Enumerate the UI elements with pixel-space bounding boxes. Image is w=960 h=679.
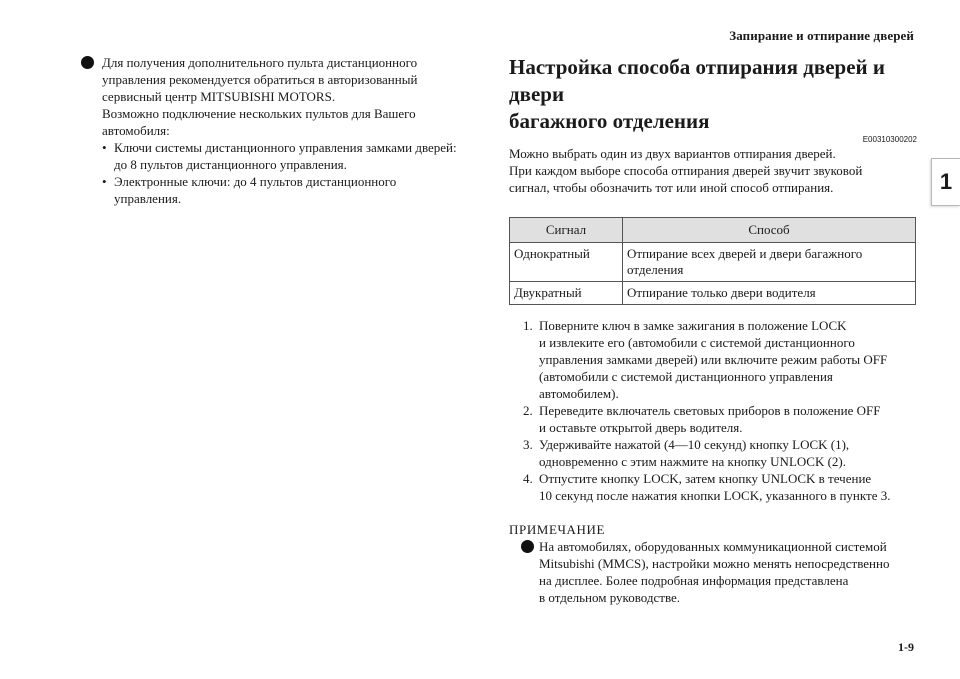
text-line: в отдельном руководстве. [539, 590, 681, 605]
step-item: 1. Поверните ключ в замке зажигания в положение LOCK и извлеките его (автомобили с системой дистанционного управления замками дверей) или включите режим работы OFF (автомобили с системой дистанционного управления автомобилем). [523, 318, 888, 401]
page-number: 1-9 [898, 640, 914, 654]
note-block [509, 538, 917, 606]
step-item: 4. Отпустите кнопку LOCK, затем кнопку UNLOCK в течение 10 секунд после нажатия кнопки LOCK, указанного в пункте 3. [523, 471, 891, 503]
right-column [509, 54, 917, 606]
text-line: При каждом выборе способа отпирания дверей звучит звуковой [509, 163, 863, 178]
step-number: 4. [523, 471, 533, 486]
text-line: Mitsubishi (MMCS), настройки можно менять непосредственно [539, 556, 890, 571]
left-column [84, 54, 480, 207]
list-item: • Ключи системы дистанционного управления замками дверей: до 8 пультов дистанционного управления. [102, 139, 480, 173]
bullet-icon [521, 540, 534, 553]
column-header-signal: Сигнал [510, 218, 623, 243]
text-line: Возможно подключение нескольких пультов для Вашего [102, 106, 416, 121]
signal-cell: Однократный [510, 243, 623, 282]
text-line: Можно выбрать один из двух вариантов отпирания дверей. [509, 146, 836, 161]
remote-count-list [102, 139, 480, 207]
list-item: • Электронные ключи: до 4 пультов дистанционного управления. [102, 173, 480, 207]
table-header-row [510, 218, 916, 243]
text-line: сервисный центр MITSUBISHI MOTORS. [102, 89, 336, 104]
text-line: Для получения дополнительного пульта дистанционного [102, 55, 418, 70]
step-number: 1. [523, 318, 533, 333]
document-code: E00310300202 [862, 135, 917, 144]
method-cell: Отпирание всех дверей и двери багажного отделения [623, 243, 916, 282]
intro-paragraph [509, 145, 917, 196]
method-cell: Отпирание только двери водителя [623, 282, 916, 305]
text-line: управления рекомендуется обратиться в авторизованный [102, 72, 418, 87]
bullet-icon [81, 56, 94, 69]
table-row [510, 282, 916, 305]
step-item: 2. Переведите включатель световых приборов в положение OFF и оставьте открытой дверь водителя. [523, 403, 881, 435]
step-number: 2. [523, 403, 533, 418]
chapter-tab[interactable]: 1 [931, 158, 960, 206]
step-number: 3. [523, 437, 533, 452]
signal-cell: Двукратный [510, 282, 623, 305]
step-item: 3. Удерживайте нажатой (4—10 секунд) кнопку LOCK (1), одновременно с этим нажмите на кнопку UNLOCK (2). [523, 437, 850, 469]
column-header-method: Способ [623, 218, 916, 243]
text-line: сигнал, чтобы обозначить тот или иной способ отпирания. [509, 180, 834, 195]
text-line: автомобиля: [102, 123, 170, 138]
text-line: На автомобилях, оборудованных коммуникационной системой [539, 539, 887, 554]
procedure-steps [509, 317, 917, 504]
unlock-mode-table [509, 217, 916, 305]
section-title: Настройка способа отпирания дверей и двери багажного отделения [509, 55, 885, 133]
text-line: на дисплее. Более подробная информация представлена [539, 573, 849, 588]
running-header: Запирание и отпирание дверей [729, 28, 914, 43]
table-row [510, 243, 916, 282]
remote-info-block [84, 54, 480, 207]
note-heading: ПРИМЕЧАНИЕ [509, 522, 606, 537]
